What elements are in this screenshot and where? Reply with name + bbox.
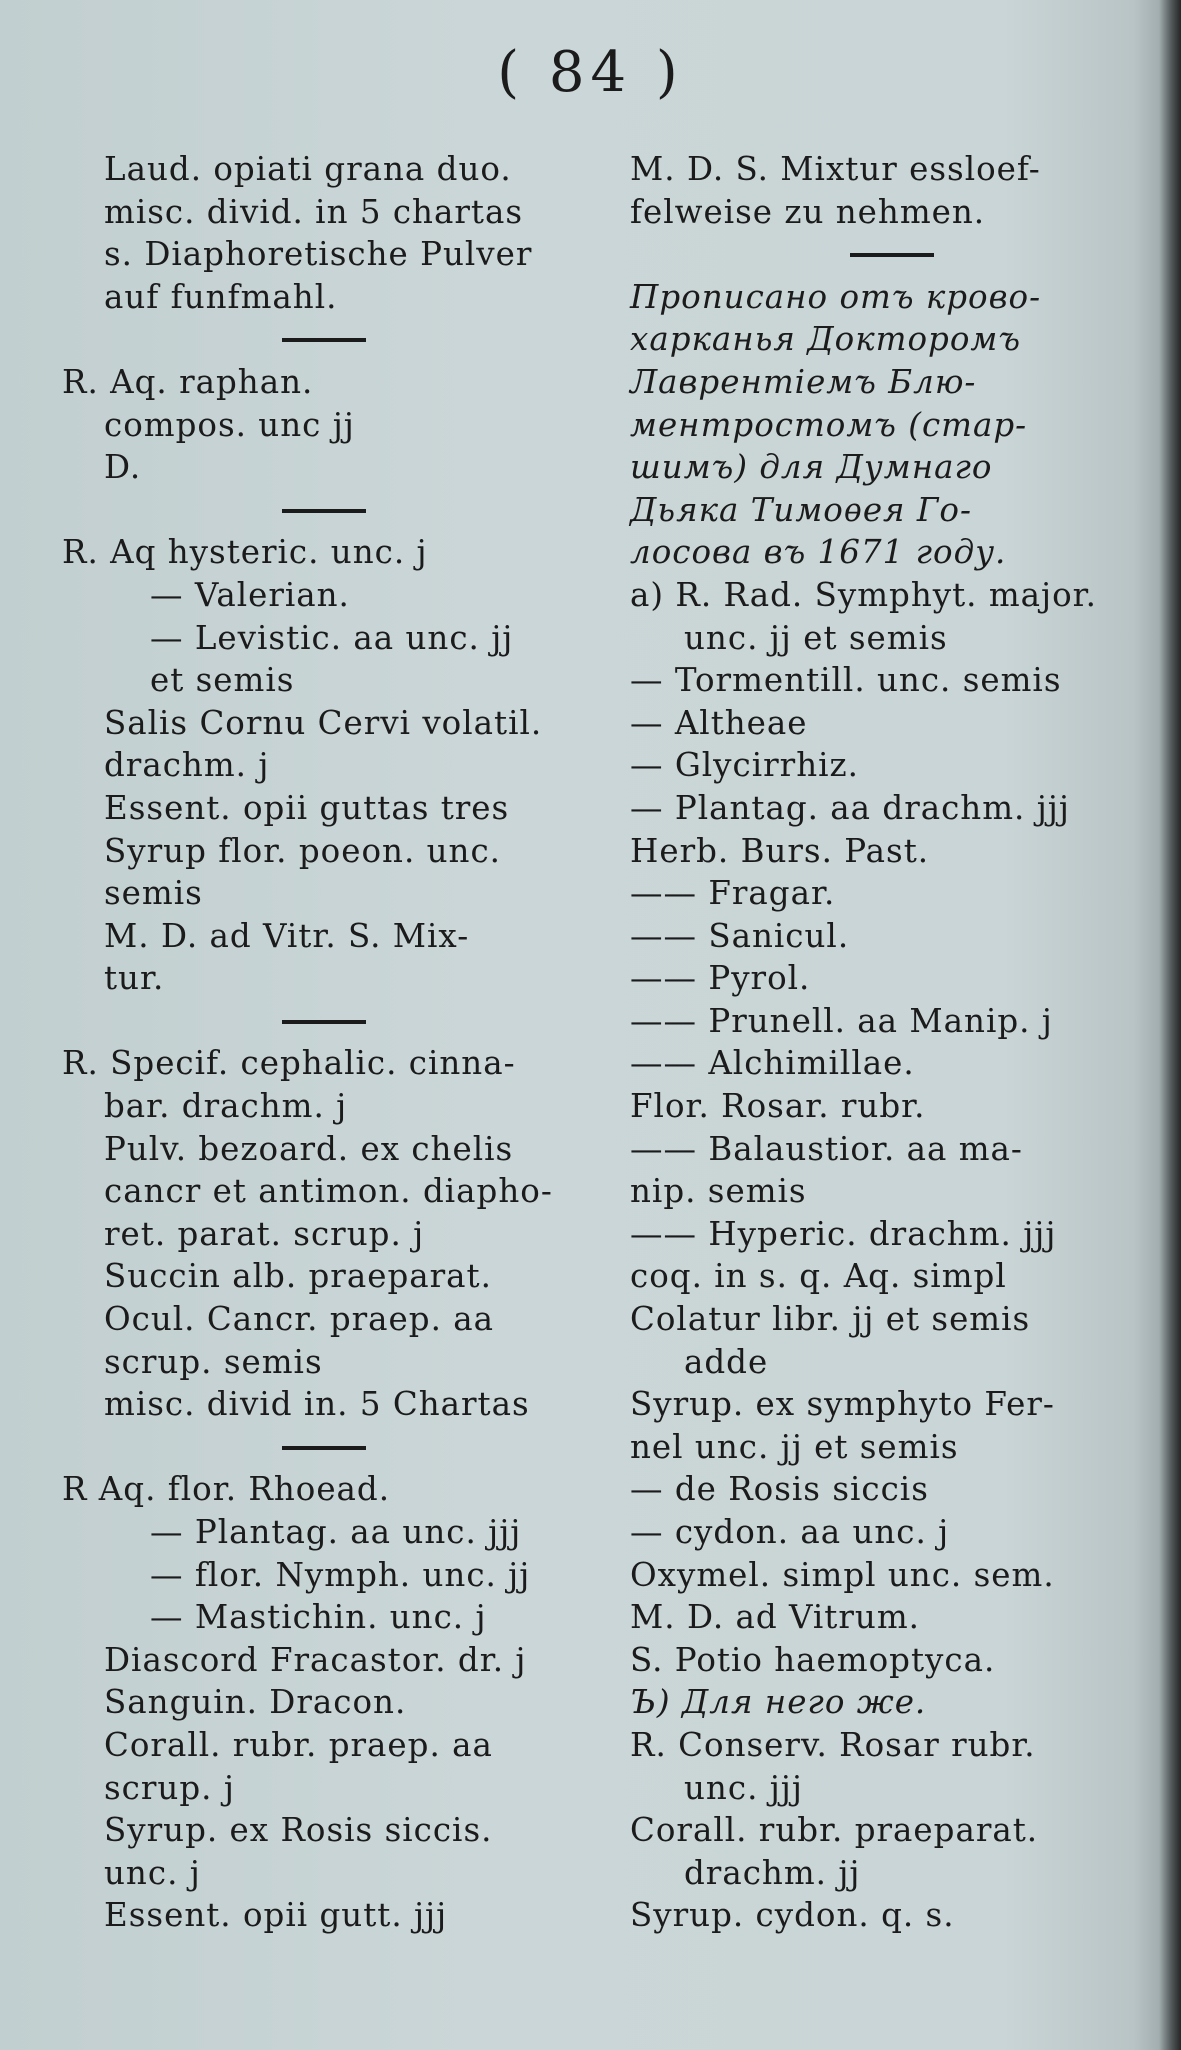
text-line: Diascord Fracastor. dr. j xyxy=(104,1640,527,1679)
text-line: nip. semis xyxy=(630,1172,807,1211)
text-line: S. Potio haemoptyca. xyxy=(630,1640,996,1679)
text-line: — Plantag. aa drachm. jjj xyxy=(630,788,1070,827)
text-line: unc. j xyxy=(104,1853,201,1892)
text-line: a) R. Rad. Symphyt. major. xyxy=(630,575,1097,614)
text-line: R Aq. flor. Rhoead. xyxy=(62,1470,391,1509)
text-line: et semis xyxy=(150,661,295,700)
text-line: Лаврентіемъ Блю- xyxy=(630,362,977,401)
text-line: cancr et antimon. diapho- xyxy=(104,1172,553,1211)
text-line: ментростомъ (стар- xyxy=(630,405,1028,444)
text-line: felweise zu nehmen. xyxy=(630,192,986,231)
text-line: Colatur libr. jj et semis xyxy=(630,1300,1031,1339)
text-line: Essent. opii gutt. jjj xyxy=(104,1896,448,1935)
text-line: Essent. opii guttas tres xyxy=(104,788,510,827)
text-line: coq. in s. q. Aq. simpl xyxy=(630,1257,1007,1296)
text-line: compos. unc jj xyxy=(104,405,355,444)
text-line: R. Conserv. Rosar rubr. xyxy=(630,1725,1036,1764)
text-line: Pulv. bezoard. ex chelis xyxy=(104,1129,514,1168)
text-line: M. D. ad Vitrum. xyxy=(630,1598,920,1637)
text-line: — Plantag. aa unc. jjj xyxy=(150,1513,522,1551)
text-line: semis xyxy=(104,874,203,913)
text-line: M. D. S. Mixtur essloef- xyxy=(630,150,1041,188)
text-line: Salis Cornu Cervi volatil. xyxy=(104,703,543,742)
section-divider xyxy=(62,1426,582,1469)
text-line: — Altheae xyxy=(630,703,808,742)
text-line: — flor. Nymph. unc. jj xyxy=(150,1555,531,1594)
text-line: scrup. j xyxy=(104,1768,235,1807)
text-line: Corall. rubr. praep. aa xyxy=(104,1725,493,1764)
text-line: drachm. jj xyxy=(684,1853,861,1892)
text-line: Syrup. ex Rosis siccis. xyxy=(104,1811,493,1850)
text-line: R. Aq. raphan. xyxy=(62,362,314,401)
text-line: — Mastichin. unc. j xyxy=(150,1598,487,1637)
text-line: — cydon. aa unc. j xyxy=(630,1513,950,1551)
text-line: —— Prunell. aa Manip. j xyxy=(630,1001,1053,1040)
text-line: Ocul. Cancr. praep. aa xyxy=(104,1300,495,1339)
text-line: unc. jjj xyxy=(684,1768,803,1807)
text-line: unc. jj et semis xyxy=(684,618,948,657)
text-line: auf funfmahl. xyxy=(104,277,338,316)
text-line: ret. parat. scrup. j xyxy=(104,1214,425,1253)
text-line: Succin alb. praeparat. xyxy=(104,1257,492,1296)
text-line: Flor. Rosar. rubr. xyxy=(630,1087,926,1126)
text-line: Syrup. cydon. q. s. xyxy=(630,1896,955,1935)
text-line: Прописано отъ крово- xyxy=(630,277,1042,316)
text-line: drachm. j xyxy=(104,746,270,785)
text-line: — de Rosis siccis xyxy=(630,1470,929,1509)
text-line: tur. xyxy=(104,959,165,998)
text-line: misc. divid in. 5 Chartas xyxy=(104,1385,530,1424)
text-line: nel unc. jj et semis xyxy=(630,1427,959,1466)
text-line: Syrup. ex symphyto Fer- xyxy=(630,1385,1055,1424)
page-edge-shadow xyxy=(1159,0,1181,2050)
text-line: R. Specif. cephalic. cinna- xyxy=(62,1044,516,1083)
text-line: scrup. semis xyxy=(104,1342,323,1381)
text-line: —— Alchimillae. xyxy=(630,1044,915,1083)
right-column xyxy=(630,148,1140,1937)
text-line: Oxymel. simpl unc. sem. xyxy=(630,1555,1055,1594)
text-line: Corall. rubr. praeparat. xyxy=(630,1811,1039,1850)
text-line: M. D. ad Vitr. S. Mix- xyxy=(104,916,470,955)
text-line: D. xyxy=(104,448,142,487)
text-line: s. Diaphoretische Pulver xyxy=(104,235,533,274)
text-line: R. Aq hysteric. unc. j xyxy=(62,533,428,572)
text-line: misc. divid. in 5 chartas xyxy=(104,192,523,231)
text-line: — Glycirrhiz. xyxy=(630,746,859,785)
text-line: Ъ) Для него же. xyxy=(630,1683,927,1722)
section-divider xyxy=(630,233,1140,276)
text-line: Дьяка Тимоѳея Го- xyxy=(630,490,972,529)
section-divider xyxy=(62,1000,582,1043)
text-line: — Valerian. xyxy=(150,575,350,614)
text-line: — Tormentill. unc. semis xyxy=(630,661,1062,700)
text-line: —— Balaustior. aa ma- xyxy=(630,1129,1023,1168)
text-line: лосова въ 1671 году. xyxy=(630,533,1007,572)
text-line: — Levistic. aa unc. jj xyxy=(150,618,514,657)
section-divider xyxy=(62,489,582,532)
text-line: харканья Докторомъ xyxy=(630,320,1022,359)
text-line: —— Sanicul. xyxy=(630,916,850,955)
text-line: Herb. Burs. Past. xyxy=(630,831,930,870)
page-number: ( 84 ) xyxy=(497,40,684,105)
text-line: —— Pyrol. xyxy=(630,959,811,998)
text-line: —— Fragar. xyxy=(630,874,836,913)
text-line: —— Hyperic. drachm. jjj xyxy=(630,1214,1057,1253)
text-line: Sanguin. Dracon. xyxy=(104,1683,407,1722)
text-line: Syrup flor. poeon. unc. xyxy=(104,831,502,870)
text-line: шимъ) для Думнаго xyxy=(630,448,993,487)
text-line: adde xyxy=(684,1342,769,1381)
left-column xyxy=(62,148,582,1937)
section-divider xyxy=(62,318,582,361)
text-line: Laud. opiati grana duo. xyxy=(104,150,512,188)
text-line: bar. drachm. j xyxy=(104,1087,348,1126)
